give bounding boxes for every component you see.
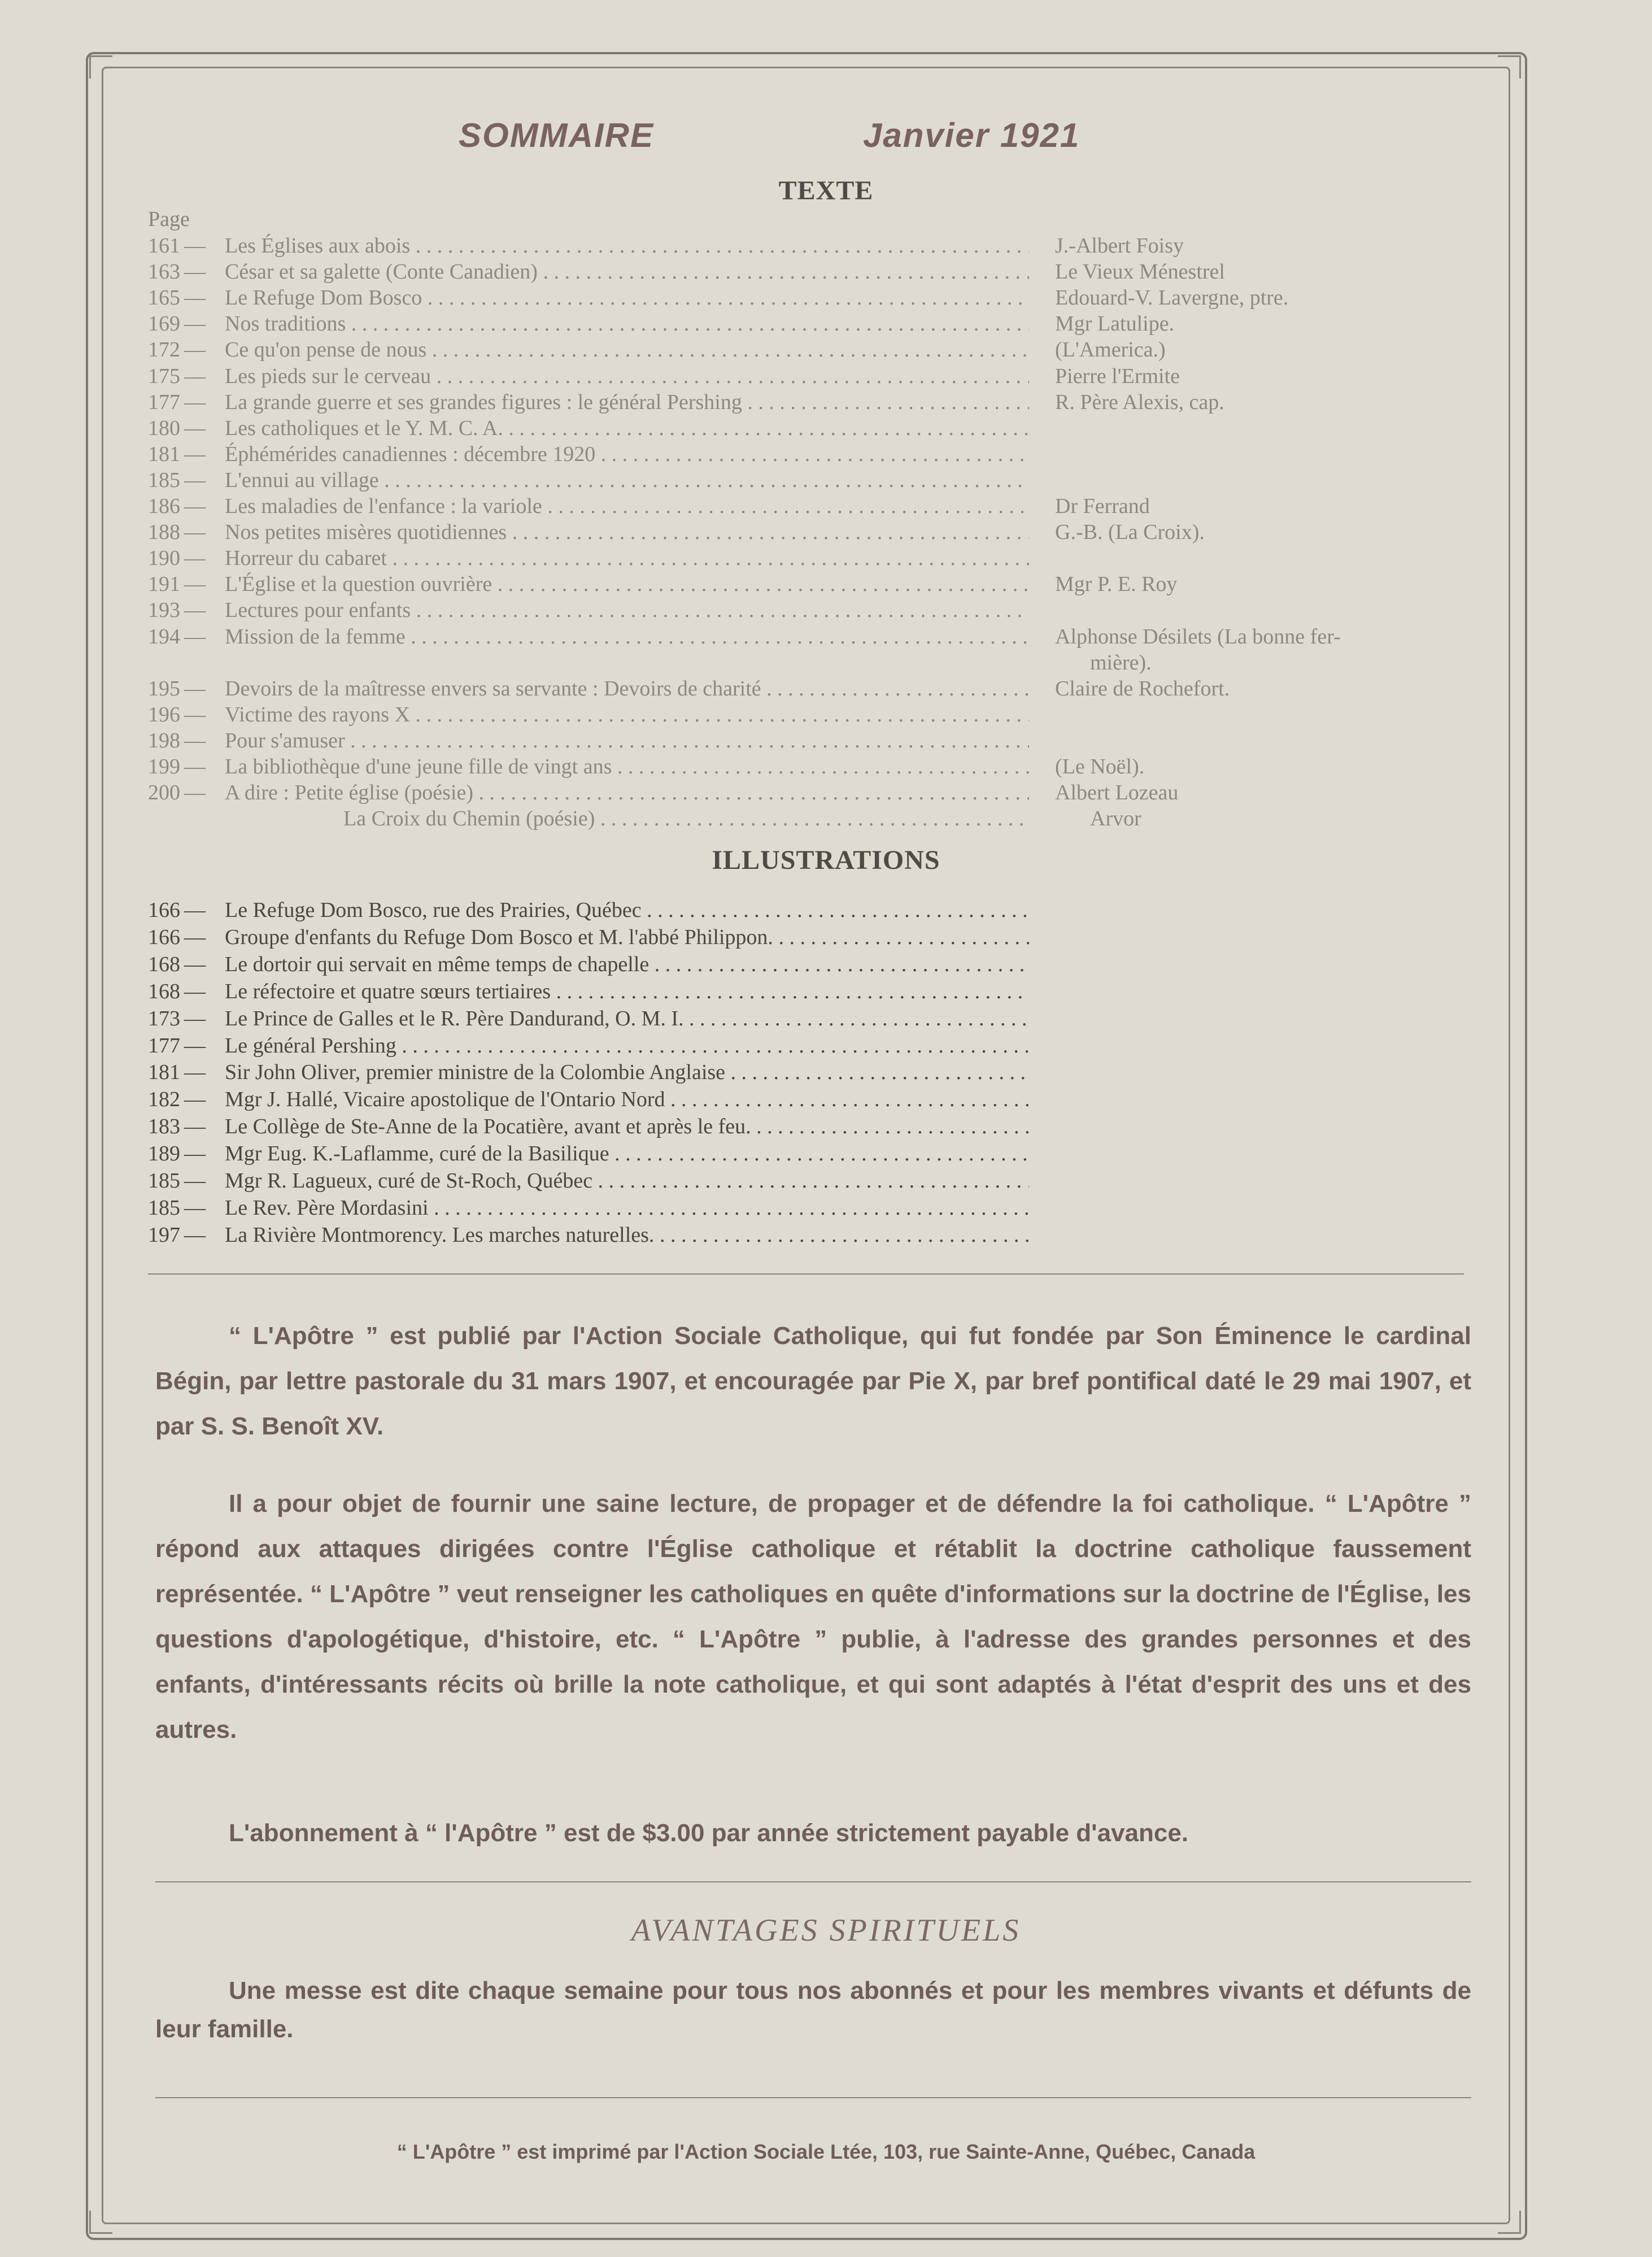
separator-dash: — — [184, 338, 206, 362]
purpose-paragraph: Il a pour objet de fournir une saine lecture, de propager et de défendre la foi catholique. “ L'Apôtre ” répond aux attaques dirigées contre l'Église catholique et rétablit la doctrine catholique faussement représentée. “ L'Apôtre ” veut renseigner les catholiques en quête d'informations sur la doctrine de l'Église, les questions d'apologétique, d'histoire, etc. “ L'Apôtre ” publie, à l'adresse des grandes personnes et des enfants, d'intéressants récits où brille la note catholique, et qui sont adaptés à l'état d'esprit des uns et des autres. — [155, 1490, 1471, 1743]
separator-dash: — — [184, 1088, 206, 1112]
page-number: 180 — [148, 416, 180, 440]
separator-dash: — — [184, 781, 206, 805]
entry-title: La Croix du Chemin (poésie) . . . — [343, 806, 1029, 832]
entry-title: Devoirs de la maîtresse envers sa servante : Devoirs de charité . . . — [225, 676, 1029, 702]
page-number: 166 — [148, 898, 180, 922]
entry-title: Mission de la femme . . . — [225, 624, 1029, 650]
separator-dash: — — [184, 979, 206, 1003]
separator-dash: — — [184, 286, 206, 310]
separator-dash: — — [184, 546, 206, 571]
toc-entry — [148, 650, 1029, 676]
page-number: 183 — [148, 1115, 180, 1139]
page-number: 175 — [148, 364, 180, 388]
entry-title: Groupe d'enfants du Refuge Dom Bosco et M. l'abbé Philippon. . . . — [225, 924, 1029, 950]
page-number: 188 — [148, 520, 180, 545]
page-number: 185 — [148, 468, 180, 492]
toc-entry — [148, 519, 1029, 545]
page-number: 177 — [148, 1033, 180, 1058]
publication-paragraph: “ L'Apôtre ” est publié par l'Action Sociale Catholique, qui fut fondée par Son Éminence le cardinal Bégin, par lettre pastorale du 31 mars 1907, et encouragée par Pie X, par bref pontifical daté le 29 mai 1907, et par S. S. Benoît XV. — [155, 1322, 1471, 1440]
entry-author: Arvor — [1090, 807, 1141, 831]
entry-author: Edouard-V. Lavergne, ptre. — [1055, 286, 1289, 310]
separator-dash: — — [184, 1033, 206, 1058]
entry-title: Le Refuge Dom Bosco, rue des Prairies, Québec . . . — [225, 897, 1029, 923]
entry-title: Nos petites misères quotidiennes . . . — [225, 519, 1029, 545]
entry-title: Le général Pershing . . . — [225, 1033, 1029, 1059]
sommaire-title: SOMMAIRE — [459, 116, 654, 154]
avantages-title: AVANTAGES SPIRITUELS — [631, 1913, 1021, 1948]
toc-entry — [148, 285, 1029, 311]
separator-dash: — — [184, 728, 206, 753]
corner-ornament — [89, 55, 112, 79]
illustrations-heading: ILLUSTRATIONS — [712, 845, 940, 875]
toc-entry — [148, 259, 1029, 285]
entry-title: Mgr Eug. K.-Laflamme, curé de la Basilique . . . — [225, 1141, 1029, 1167]
entry-title: Éphémérides canadiennes : décembre 1920 . . . — [225, 441, 1029, 467]
toc-entry — [148, 806, 1029, 832]
entry-title: La Rivière Montmorency. Les marches naturelles. . . . — [225, 1222, 1029, 1248]
page-number: 165 — [148, 286, 180, 310]
separator-dash: — — [184, 1142, 206, 1166]
entry-author: Le Vieux Ménestrel — [1055, 260, 1225, 284]
entry-title: Lectures pour enfants . . . — [225, 597, 1029, 623]
separator-dash — [184, 650, 225, 676]
separator-dash: — — [184, 312, 206, 336]
separator-dash: — — [184, 624, 206, 649]
entry-title: Les Églises aux abois . . . — [225, 233, 1029, 259]
page-number: 163 — [148, 260, 180, 284]
divider — [148, 1273, 1464, 1275]
separator-dash: — — [184, 952, 206, 976]
page-number: 191 — [148, 572, 180, 597]
entry-author: mière). — [1090, 650, 1152, 675]
page-number: 185 — [148, 1195, 180, 1220]
toc-entry — [148, 754, 1029, 780]
entry-title: Le Refuge Dom Bosco . . . — [225, 285, 1029, 311]
entry-title: L'Église et la question ouvrière . . . — [225, 571, 1029, 597]
entry-title: Le Rev. Père Mordasini . . . — [225, 1195, 1029, 1221]
illustration-entry — [148, 1006, 1029, 1032]
illustration-entry — [148, 924, 1029, 950]
page-number: 193 — [148, 598, 180, 623]
entry-title: L'ennui au village . . . — [225, 467, 1029, 493]
page-number: 181 — [148, 442, 180, 466]
page-number: 200 — [148, 781, 180, 805]
separator-dash: — — [184, 925, 206, 949]
separator-dash: — — [184, 1060, 206, 1085]
entry-author: (L'America.) — [1055, 338, 1166, 362]
page-number: 182 — [148, 1088, 180, 1112]
page-number: 166 — [148, 925, 180, 949]
entry-title: Sir John Oliver, premier ministre de la Colombie Anglaise . . . — [225, 1059, 1029, 1085]
corner-ornament — [89, 2211, 112, 2234]
entry-author: Dr Ferrand — [1055, 494, 1150, 518]
toc-entry — [148, 545, 1029, 571]
page-number: 186 — [148, 494, 180, 518]
entry-title: Victime des rayons X . . . — [225, 702, 1029, 728]
illustration-entry — [148, 979, 1029, 1004]
page-number: 190 — [148, 546, 180, 571]
entry-title: La bibliothèque d'une jeune fille de vingt ans . . . — [225, 754, 1029, 780]
separator-dash: — — [184, 390, 206, 414]
separator-dash: — — [184, 260, 206, 284]
separator-dash: — — [184, 520, 206, 545]
page-number: 161 — [148, 234, 180, 258]
page-number: 194 — [148, 624, 180, 649]
separator-dash: — — [184, 1223, 206, 1247]
separator-dash: — — [184, 676, 206, 701]
entry-title: Le Prince de Galles et le R. Père Dandurand, O. M. I. . . . — [225, 1006, 1029, 1032]
separator-dash: — — [184, 1195, 206, 1220]
page-number: 196 — [148, 702, 180, 727]
page-number: 181 — [148, 1060, 180, 1085]
toc-entry — [148, 467, 1029, 493]
page-number: 199 — [148, 755, 180, 779]
separator-dash: — — [184, 702, 206, 727]
illustration-entry — [148, 951, 1029, 977]
texte-heading: TEXTE — [778, 176, 874, 206]
illustration-entry — [148, 897, 1029, 923]
separator-dash: — — [184, 416, 206, 440]
page-number: 185 — [148, 1169, 180, 1193]
illustration-entry — [148, 1059, 1029, 1085]
page-number: 169 — [148, 312, 180, 336]
illustration-entry — [148, 1195, 1029, 1221]
separator-dash: — — [184, 468, 206, 492]
separator-dash: — — [184, 494, 206, 518]
entry-author: Alphonse Désilets (La bonne fer- — [1055, 624, 1341, 649]
page-number — [148, 806, 343, 832]
divider — [155, 2097, 1471, 2098]
printer-note: “ L'Apôtre ” est imprimé par l'Action Sociale Ltée, 103, rue Sainte-Anne, Québec, Canada — [396, 2140, 1256, 2163]
toc-entry — [148, 728, 1029, 754]
entry-title: Les pieds sur le cerveau . . . — [225, 363, 1029, 389]
entry-title: Nos traditions . . . — [225, 311, 1029, 337]
toc-entry — [148, 311, 1029, 337]
entry-author: Albert Lozeau — [1055, 781, 1179, 805]
separator-dash: — — [184, 1169, 206, 1193]
divider — [155, 1881, 1471, 1882]
corner-ornament — [1498, 2211, 1521, 2234]
illustration-entry — [148, 1114, 1029, 1140]
corner-ornament — [1498, 55, 1521, 79]
illustration-entry — [148, 1141, 1029, 1167]
entry-author: (Le Noël). — [1055, 755, 1145, 779]
entry-title: A dire : Petite église (poésie) . . . — [225, 780, 1029, 806]
entry-author: G.-B. (La Croix). — [1055, 520, 1205, 545]
separator-dash: — — [184, 572, 206, 597]
toc-entry — [148, 624, 1029, 650]
entry-title: Les catholiques et le Y. M. C. A. . . . — [225, 415, 1029, 441]
separator-dash: — — [184, 898, 206, 922]
entry-title: Le Collège de Ste-Anne de la Pocatière, avant et après le feu. . . . — [225, 1114, 1029, 1140]
entry-title: Les maladies de l'enfance : la variole . . . — [225, 493, 1029, 519]
toc-entry — [148, 415, 1029, 441]
separator-dash: — — [184, 442, 206, 466]
page-number: 173 — [148, 1006, 180, 1030]
toc-entry — [148, 597, 1029, 623]
page-number: 168 — [148, 979, 180, 1003]
entry-author: Mgr Latulipe. — [1055, 312, 1175, 336]
illustration-entry — [148, 1033, 1029, 1059]
separator-dash: — — [184, 755, 206, 779]
entry-title: César et sa galette (Conte Canadien) . . . — [225, 259, 1029, 285]
entry-author: Pierre l'Ermite — [1055, 364, 1180, 388]
entry-title: Horreur du cabaret . . . — [225, 545, 1029, 571]
toc-entry — [148, 702, 1029, 728]
entry-title: Le réfectoire et quatre sœurs tertiaires . . . — [225, 979, 1029, 1004]
separator-dash: — — [184, 234, 206, 258]
entry-author: Mgr P. E. Roy — [1055, 572, 1178, 597]
toc-entry — [148, 363, 1029, 389]
toc-entry — [148, 493, 1029, 519]
separator-dash: — — [184, 1006, 206, 1030]
entry-title: Pour s'amuser . . . — [225, 728, 1029, 754]
issue-date: Janvier 1921 — [863, 116, 1080, 154]
toc-entry — [148, 780, 1029, 806]
toc-entry — [148, 441, 1029, 467]
entry-title: Mgr J. Hallé, Vicaire apostolique de l'Ontario Nord . . . — [225, 1086, 1029, 1112]
separator-dash: — — [184, 364, 206, 388]
page-number: 177 — [148, 390, 180, 414]
illustration-entry — [148, 1168, 1029, 1194]
toc-entry — [148, 571, 1029, 597]
toc-entry — [148, 337, 1029, 363]
toc-entry — [148, 233, 1029, 259]
page-number: 197 — [148, 1223, 180, 1247]
entry-title: Ce qu'on pense de nous . . . — [225, 337, 1029, 363]
page-number: 172 — [148, 338, 180, 362]
toc-entry — [148, 676, 1029, 702]
page-number: 168 — [148, 952, 180, 976]
subscription-paragraph: L'abonnement à “ l'Apôtre ” est de $3.00 par année strictement payable d'avance. — [229, 1819, 1189, 1847]
page-number: 198 — [148, 728, 180, 753]
separator-dash: — — [184, 1115, 206, 1139]
page-number: 189 — [148, 1142, 180, 1166]
page-label: Page — [148, 207, 190, 231]
entry-title: La grande guerre et ses grandes figures : le général Pershing . . . — [225, 389, 1029, 415]
entry-author: Claire de Rochefort. — [1055, 676, 1230, 701]
entry-author: R. Père Alexis, cap. — [1055, 390, 1224, 414]
separator-dash: — — [184, 598, 206, 623]
illustration-entry — [148, 1222, 1029, 1248]
entry-title: Mgr R. Lagueux, curé de St-Roch, Québec . . . — [225, 1168, 1029, 1194]
toc-entry — [148, 389, 1029, 415]
entry-author: J.-Albert Foisy — [1055, 234, 1184, 258]
avantages-text: Une messe est dite chaque semaine pour tous nos abonnés et pour les membres vivants et défunts de leur famille. — [155, 1977, 1471, 2043]
entry-title: Le dortoir qui servait en même temps de chapelle . . . — [225, 951, 1029, 977]
illustration-entry — [148, 1086, 1029, 1112]
page-number: 195 — [148, 676, 180, 701]
page-number — [148, 650, 184, 676]
